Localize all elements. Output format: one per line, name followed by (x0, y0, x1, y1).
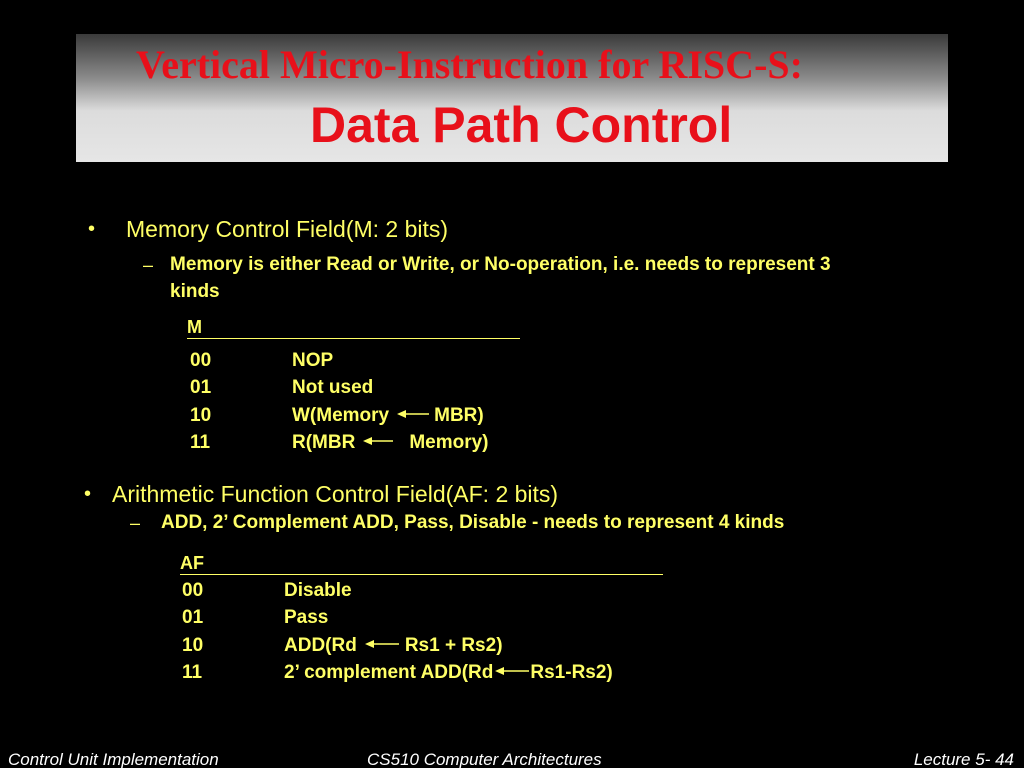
left-arrow-icon (495, 666, 529, 676)
code-description: ADD(Rd (284, 635, 357, 656)
code-description-source: MBR) (434, 405, 484, 426)
code-value: 01 (182, 607, 204, 628)
code-value: 10 (190, 405, 212, 426)
code-value: 11 (182, 662, 203, 683)
code-description: Not used (292, 377, 374, 398)
code-description: R(MBR (292, 432, 356, 453)
memory-field-description: Memory is either Read or Write, or No-operation, i.e. needs to represent 3 kinds (170, 254, 831, 302)
code-description: 2’ complement ADD(Rd (284, 662, 494, 683)
dash-marker: – (143, 255, 154, 275)
code-value: 01 (190, 377, 212, 398)
footer-right: Lecture 5- 44 (913, 750, 1014, 768)
code-description: NOP (292, 350, 334, 371)
code-value: 10 (182, 635, 204, 656)
title-banner (76, 34, 948, 162)
bullet-marker: • (88, 218, 96, 240)
memory-field-heading: Memory Control Field(M: 2 bits) (126, 216, 449, 242)
code-description-source: Rs1-Rs2) (530, 662, 613, 683)
code-description: Disable (284, 580, 352, 601)
bullet-marker: • (84, 483, 92, 505)
code-description: W(Memory (292, 405, 390, 426)
left-arrow-icon (397, 409, 429, 419)
arith-field-heading: Arithmetic Function Control Field(AF: 2 bits) (112, 481, 559, 507)
arith-table-header: AF (180, 552, 663, 575)
left-arrow-icon (365, 639, 399, 649)
code-value: 11 (190, 432, 211, 453)
footer-left: Control Unit Implementation (8, 750, 219, 768)
code-description: Pass (284, 607, 329, 628)
slide-title: Vertical Micro-Instruction for RISC-S: (136, 42, 803, 87)
footer-center: CS510 Computer Architectures (367, 750, 602, 768)
code-description-source: Memory) (409, 432, 489, 453)
memory-table-header: M (187, 316, 520, 339)
dash-marker: – (130, 513, 141, 533)
left-arrow-icon (363, 436, 393, 446)
code-value: 00 (182, 580, 204, 601)
slide-subtitle: Data Path Control (310, 97, 733, 153)
code-value: 00 (190, 350, 212, 371)
arith-field-description: ADD, 2’ Complement ADD, Pass, Disable - needs to represent 4 kinds (161, 512, 785, 533)
code-description-source: Rs1 + Rs2) (404, 635, 503, 656)
